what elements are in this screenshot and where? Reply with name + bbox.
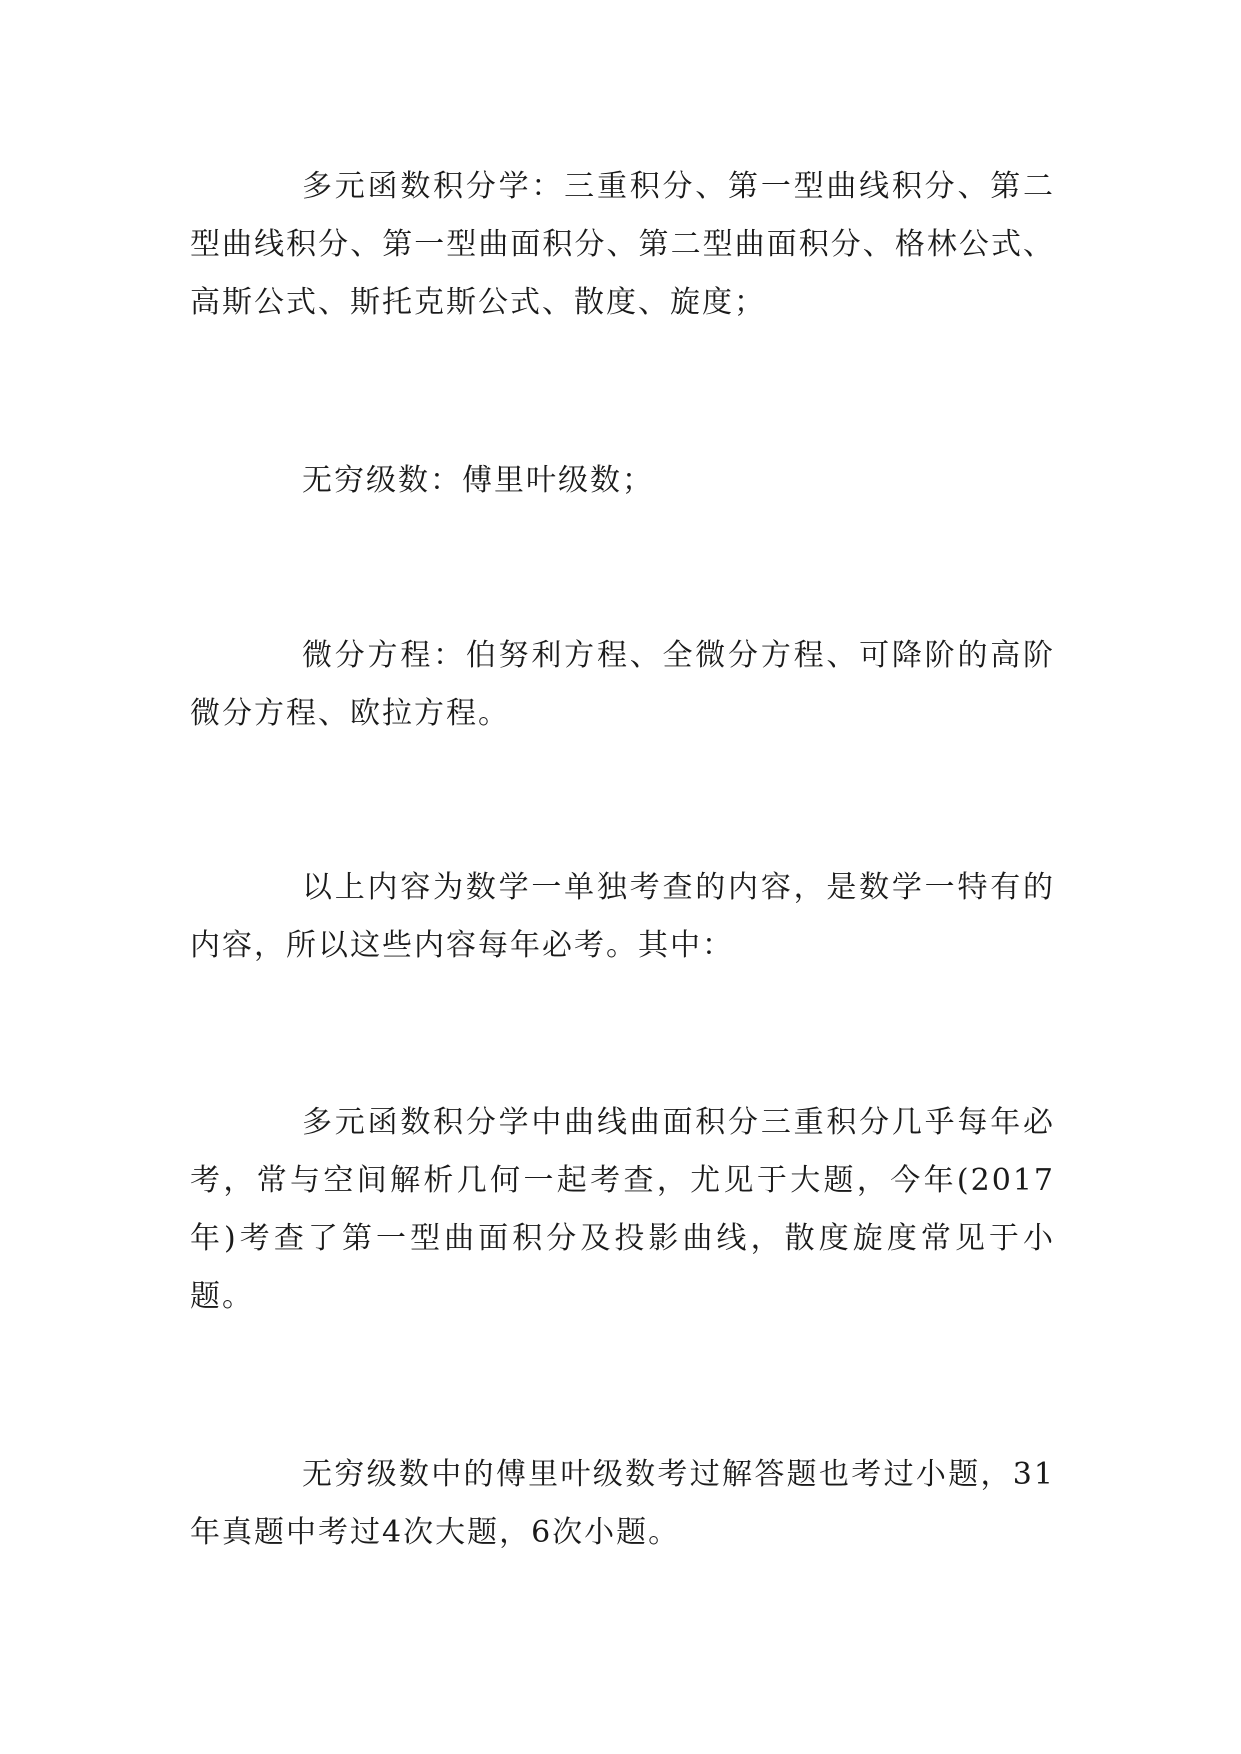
paragraph-fourier-series-exam-analysis: 无穷级数中的傅里叶级数考过解答题也考过小题，31年真题中考过4次大题，6次小题。 (190, 1457, 1055, 1550)
paragraph-integration-exam-analysis: 多元函数积分学中曲线曲面积分三重积分几乎每年必考，常与空间解析几何一起考查，尤见于大题，今年(2017年)考查了第一型曲面积分及投影曲线，散度旋度常见于小题。 (190, 1105, 1055, 1314)
paragraph-differential-equations-topics: 微分方程：伯努利方程、全微分方程、可降阶的高阶微分方程、欧拉方程。 (190, 638, 1055, 731)
paragraph-multivariable-integration-topics: 多元函数积分学：三重积分、第一型曲线积分、第二型曲线积分、第一型曲面积分、第二型曲面积分、格林公式、高斯公式、斯托克斯公式、散度、旋度； (190, 169, 1055, 320)
paragraph-infinite-series-topics: 无穷级数：傅里叶级数； (302, 463, 654, 498)
paragraph-math-one-summary: 以上内容为数学一单独考查的内容，是数学一特有的内容，所以这些内容每年必考。其中： (190, 870, 1055, 963)
